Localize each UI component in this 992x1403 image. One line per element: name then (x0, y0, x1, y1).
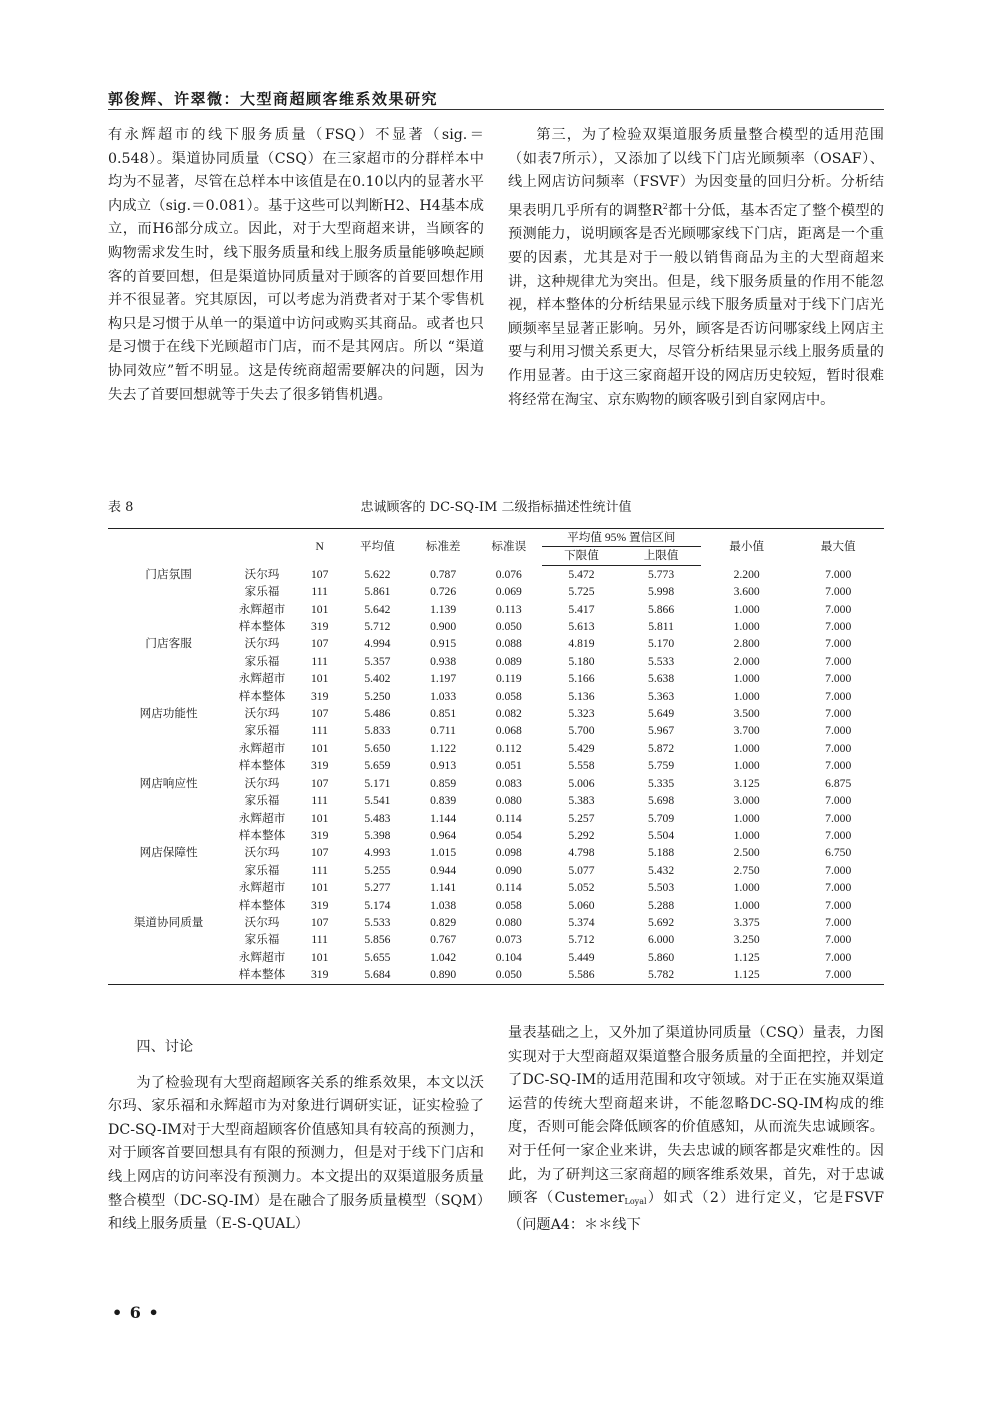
cell-ci-low: 5.712 (568, 933, 595, 947)
cell-min: 1.000 (733, 672, 760, 686)
header-ci-high: 上限值 (621, 547, 701, 565)
cell-ci-high: 5.504 (648, 828, 675, 842)
table-row (108, 844, 884, 861)
cell-sd: 0.964 (430, 828, 457, 842)
cell-se: 0.089 (495, 654, 522, 668)
cell-ci-low: 5.429 (568, 741, 595, 755)
cell-max: 7.000 (792, 966, 884, 984)
cell-max: 7.000 (825, 881, 852, 895)
header-se: 标准误 (476, 529, 542, 566)
cell-max: 7.000 (825, 585, 852, 599)
superscript: 2 (662, 201, 668, 211)
cell-sd: 0.944 (430, 863, 457, 877)
cell-se: 0.088 (495, 637, 522, 651)
cell-max: 7.000 (825, 637, 852, 651)
cell-store: 永辉超市 (238, 672, 286, 686)
table-row (108, 879, 884, 896)
header-dimension (108, 529, 229, 566)
cell-mean: 5.684 (345, 966, 411, 984)
cell-ci-low: 5.060 (568, 898, 595, 912)
cell-ci-high: 5.998 (648, 585, 675, 599)
cell-min: 1.000 (733, 828, 760, 842)
cell-ci-low: 5.417 (568, 602, 595, 616)
cell-min: 2.800 (733, 637, 760, 651)
cell-min: 3.375 (733, 915, 760, 929)
cell-sd: 1.042 (430, 950, 457, 964)
cell-ci-high: 5.773 (648, 567, 675, 581)
cell-ci-high: 5.288 (648, 898, 675, 912)
cell-se: 0.069 (495, 585, 522, 599)
cell-store: 沃尔玛 (244, 637, 280, 651)
cell-ci-high: 5.811 (648, 620, 674, 634)
cell-sd: 0.787 (430, 567, 457, 581)
cell-ci-low: 5.449 (568, 950, 595, 964)
cell-max: 7.000 (825, 689, 852, 703)
cell-ci-low: 5.323 (568, 707, 595, 721)
cell-sd: 0.900 (430, 620, 457, 634)
cell-store: 样本整体 (229, 966, 295, 984)
table-row (108, 827, 884, 844)
cell-ci-low: 5.077 (568, 863, 595, 877)
table-row (108, 618, 884, 635)
cell-dimension (108, 966, 229, 984)
cell-se: 0.050 (495, 620, 522, 634)
cell-min: 1.000 (733, 620, 760, 634)
subscript: Loyal (624, 1197, 647, 1207)
cell-ci-high: 5.363 (648, 689, 675, 703)
cell-ci-low: 5.292 (568, 828, 595, 842)
cell-mean: 5.659 (364, 759, 391, 773)
table-row (108, 775, 884, 792)
cell-max: 7.000 (825, 672, 852, 686)
cell-n: 101 (310, 741, 329, 755)
cell-ci-high: 5.649 (648, 707, 675, 721)
cell-store: 样本整体 (238, 759, 286, 773)
cell-dimension: 网店功能性 (139, 707, 198, 721)
cell-se: 0.082 (495, 707, 522, 721)
cell-ci-high: 5.866 (648, 602, 675, 616)
cell-n: 107 (310, 776, 329, 790)
cell-mean: 5.171 (364, 776, 391, 790)
cell-mean: 5.250 (364, 689, 391, 703)
cell-ci-high: 5.759 (648, 759, 675, 773)
cell-max: 7.000 (825, 811, 852, 825)
table-row (108, 792, 884, 809)
cell-store: 样本整体 (238, 898, 286, 912)
bottom-left-column (108, 1036, 484, 1237)
cell-store: 家乐福 (244, 794, 280, 808)
cell-n: 107 (310, 567, 329, 581)
cell-se: 0.114 (495, 811, 522, 825)
cell-store: 沃尔玛 (244, 915, 280, 929)
cell-mean: 5.642 (364, 602, 391, 616)
cell-mean: 5.398 (364, 828, 391, 842)
cell-mean: 5.533 (364, 915, 391, 929)
cell-mean: 5.483 (364, 811, 391, 825)
cell-min: 1.125 (733, 950, 760, 964)
cell-mean: 4.993 (364, 846, 391, 860)
cell-min: 1.000 (733, 759, 760, 773)
cell-ci-high: 5.692 (648, 915, 675, 929)
cell-dimension (108, 722, 229, 739)
table-row (108, 810, 884, 827)
cell-mean: 4.994 (364, 637, 391, 651)
cell-min: 3.250 (733, 933, 760, 947)
cell-dimension (108, 897, 229, 914)
table-row (108, 688, 884, 705)
cell-mean: 5.655 (364, 950, 391, 964)
cell-sd: 1.144 (430, 811, 457, 825)
cell-se: 0.058 (495, 689, 522, 703)
table-row (108, 757, 884, 774)
cell-n: 101 (310, 672, 329, 686)
cell-store: 家乐福 (244, 654, 280, 668)
cell-n: 111 (311, 863, 328, 877)
cell-sd: 0.726 (430, 585, 457, 599)
cell-sd: 0.938 (430, 654, 457, 668)
cell-max: 6.750 (825, 846, 852, 860)
section-heading: 四、讨论 (136, 1039, 194, 1055)
cell-mean: 5.402 (364, 672, 391, 686)
cell-ci-low: 4.798 (568, 846, 595, 860)
cell-se: 0.114 (495, 881, 522, 895)
page-number: • 6 • (112, 1303, 160, 1322)
cell-ci-high: 5.503 (648, 881, 675, 895)
cell-max: 7.000 (825, 654, 852, 668)
cell-n: 319 (295, 966, 345, 984)
cell-min: 2.500 (733, 846, 760, 860)
cell-sd: 0.829 (430, 915, 457, 929)
cell-mean: 5.541 (364, 794, 391, 808)
cell-sd: 0.859 (430, 776, 457, 790)
cell-min: 1.000 (733, 602, 760, 616)
table-row (108, 722, 884, 739)
cell-ci-low: 5.374 (568, 915, 595, 929)
cell-sd: 1.141 (430, 881, 457, 895)
cell-store: 永辉超市 (238, 950, 286, 964)
cell-max: 7.000 (825, 741, 852, 755)
cell-mean: 5.174 (364, 898, 391, 912)
cell-sd: 1.033 (430, 689, 457, 703)
paragraph-text: 量表基础之上，又外加了渠道协同质量（CSQ）量表，力图实现对于大型商超双渠道整合服务质量的全面把控，并划定了DC-SQ-IM的适用范围和攻守领域。对于正在实施双渠道运营的传统大型商超来讲，不能忽略DC-SQ-IM构成的维度，否则可能会降低顾客的价值感知，从而流失忠诚顾客。对于任何一家企业来讲，失去忠诚的顾客都是灾难性的。因此，为了研判这三家商超的顾客维系效果，首先，对于忠诚顾客（Custemer (508, 1025, 884, 1207)
cell-min: 1.000 (733, 811, 760, 825)
cell-ci-high: 5.335 (648, 776, 675, 790)
cell-n: 111 (311, 794, 328, 808)
cell-max: 7.000 (825, 915, 852, 929)
cell-min: 3.000 (733, 794, 760, 808)
cell-sd: 0.851 (430, 707, 457, 721)
body-paragraph: 有永辉超市的线下服务质量（FSQ）不显著（sig.＝0.548）。渠道协同质量（CSQ）在三家超市的分群样本中均为不显著，尽管在总样本中该值是在0.10以内的显著水平内成立（sig.＝0.081）。基于这些可以判断H2、H4基本成立，而H6部分成立。因此，对于大型商超来讲，当顾客的购物需求发生时，线下服务质量和线上服务质量能够唤起顾客的首要回想，但是渠道协同质量对于顾客的首要回想作用并不很显著。究其原因，可以考虑为消费者对于某个零售机构只是习惯于从单一的渠道中访问或购买其商品。或者也只是习惯于在线下光顾超市门店，而不是其网店。所以 “渠道协同效应”暂不明显。这是传统商超需要解决的问题，因为失去了首要回想就等于失去了很多销售机遇。 (108, 127, 484, 403)
cell-n: 107 (310, 846, 329, 860)
body-paragraph: 为了检验现有大型商超顾客关系的维系效果，本文以沃尔玛、家乐福和永辉超市为对象进行调研实证，证实检验了DC-SQ-IM对于大型商超顾客价值感知具有较高的预测力，对于顾客首要回想具有有限的预测力，但是对于线下门店和线上网店的访问率没有预测力。本文提出的双渠道服务质量整合模型（DC-SQ-IM）是在融合了服务质量模型（SQM）和线上服务质量（E-S-QUAL） (108, 1074, 484, 1233)
cell-dimension (108, 827, 229, 844)
cell-se: 0.098 (495, 846, 522, 860)
cell-max: 7.000 (825, 707, 852, 721)
cell-mean: 5.712 (364, 620, 391, 634)
cell-mean: 5.856 (364, 933, 391, 947)
cell-min: 1.000 (733, 881, 760, 895)
cell-se: 0.051 (495, 759, 522, 773)
cell-store: 永辉超市 (238, 602, 286, 616)
cell-dimension: 门店客服 (145, 637, 192, 651)
header-sd: 标准差 (410, 529, 476, 566)
cell-se: 0.113 (495, 602, 522, 616)
cell-min: 3.600 (733, 585, 760, 599)
cell-max: 7.000 (825, 828, 852, 842)
cell-ci-high: 5.872 (648, 741, 675, 755)
cell-ci-high: 5.698 (648, 794, 675, 808)
cell-n: 319 (310, 828, 329, 842)
header-ci-low: 下限值 (542, 547, 622, 565)
cell-min: 3.500 (733, 707, 760, 721)
cell-max: 7.000 (825, 933, 852, 947)
cell-mean: 5.833 (364, 724, 391, 738)
cell-dimension (108, 653, 229, 670)
cell-store: 沃尔玛 (244, 776, 280, 790)
cell-dimension (108, 931, 229, 948)
body-paragraph (508, 124, 884, 412)
cell-min: 2.200 (733, 567, 760, 581)
cell-se: 0.112 (495, 741, 522, 755)
header-ci: 平均值 95% 置信区间 (542, 529, 701, 547)
cell-mean: 5.650 (364, 741, 391, 755)
cell-se: 0.068 (495, 724, 522, 738)
cell-n: 101 (310, 950, 329, 964)
cell-dimension (108, 862, 229, 879)
header-rule (108, 109, 884, 110)
header-max: 最大值 (792, 529, 884, 566)
cell-dimension (108, 740, 229, 757)
cell-ci-high: 5.533 (648, 654, 675, 668)
table-row (108, 862, 884, 879)
table-row (108, 914, 884, 931)
cell-mean: 5.277 (364, 881, 391, 895)
cell-dimension (108, 949, 229, 966)
cell-ci-low: 5.613 (568, 620, 595, 634)
cell-max: 7.000 (825, 759, 852, 773)
cell-sd: 1.015 (430, 846, 457, 860)
body-paragraph (508, 1022, 884, 1237)
cell-ci-low: 5.006 (568, 776, 595, 790)
cell-store: 沃尔玛 (244, 707, 280, 721)
cell-ci-low: 4.819 (568, 637, 595, 651)
descriptive-stats-table (108, 528, 884, 985)
table-row (108, 565, 884, 583)
cell-ci-high: 5.709 (648, 811, 675, 825)
paragraph-text: ）如式（2）进行定义，它是FSVF（问题A4：＊＊线下 (508, 1190, 884, 1233)
header-min: 最小值 (701, 529, 793, 566)
cell-dimension: 门店氛围 (145, 567, 192, 581)
cell-store: 样本整体 (238, 828, 286, 842)
bottom-right-column (508, 1022, 884, 1237)
cell-mean: 5.861 (364, 585, 391, 599)
cell-n: 111 (311, 654, 328, 668)
cell-se: 0.073 (495, 933, 522, 947)
header-mean: 平均值 (345, 529, 411, 566)
cell-ci-high: 5.967 (648, 724, 675, 738)
cell-max: 7.000 (825, 567, 852, 581)
table-row (108, 601, 884, 618)
cell-n: 101 (310, 811, 329, 825)
cell-dimension (108, 757, 229, 774)
cell-store: 永辉超市 (238, 881, 286, 895)
cell-max: 7.000 (825, 863, 852, 877)
cell-n: 111 (311, 724, 328, 738)
cell-max: 7.000 (825, 724, 852, 738)
cell-n: 319 (310, 620, 329, 634)
cell-se: 0.090 (495, 863, 522, 877)
cell-ci-low: 5.180 (568, 654, 595, 668)
cell-min: 3.125 (733, 776, 760, 790)
cell-n: 107 (310, 915, 329, 929)
running-head: 郭俊辉、许翠微：大型商超顾客维系效果研究 (108, 90, 439, 108)
cell-ci-low: 5.136 (568, 689, 595, 703)
cell-max: 7.000 (825, 898, 852, 912)
cell-min: 1.125 (701, 966, 793, 984)
cell-mean: 5.357 (364, 654, 391, 668)
cell-se: 0.058 (495, 898, 522, 912)
cell-dimension (108, 583, 229, 600)
cell-ci-high: 6.000 (648, 933, 675, 947)
table-row (108, 583, 884, 600)
cell-sd: 0.913 (430, 759, 457, 773)
header-n: N (295, 529, 345, 566)
cell-se: 0.050 (476, 966, 542, 984)
cell-min: 3.700 (733, 724, 760, 738)
cell-min: 2.000 (733, 654, 760, 668)
cell-store: 永辉超市 (238, 811, 286, 825)
table-row (108, 966, 884, 984)
cell-n: 319 (310, 689, 329, 703)
cell-ci-low: 5.725 (568, 585, 595, 599)
table-row (108, 949, 884, 966)
table-row (108, 705, 884, 722)
cell-sd: 1.139 (430, 602, 457, 616)
cell-min: 1.000 (733, 898, 760, 912)
cell-max: 7.000 (825, 602, 852, 616)
table-row (108, 740, 884, 757)
cell-n: 107 (310, 707, 329, 721)
cell-mean: 5.622 (364, 567, 391, 581)
paragraph-text: 第三，为了检验双渠道服务质量整合模型的适用范围（如表7所示），又添加了以线下门店光顾频率（OSAF）、线上网店访问频率（FSVF）为因变量的回归分析。分析结果表明几乎所有的调整R (508, 127, 884, 219)
cell-n: 111 (311, 585, 328, 599)
cell-dimension: 网店保障性 (139, 846, 198, 860)
cell-ci-high: 5.170 (648, 637, 675, 651)
cell-se: 0.054 (495, 828, 522, 842)
cell-sd: 0.890 (410, 966, 476, 984)
cell-sd: 1.122 (430, 741, 457, 755)
cell-ci-low: 5.700 (568, 724, 595, 738)
cell-sd: 0.711 (430, 724, 456, 738)
cell-max: 6.875 (825, 776, 852, 790)
cell-sd: 0.767 (430, 933, 457, 947)
cell-ci-low: 5.383 (568, 794, 595, 808)
cell-se: 0.076 (495, 567, 522, 581)
cell-dimension: 渠道协同质量 (133, 915, 204, 929)
cell-ci-low: 5.472 (568, 567, 595, 581)
cell-ci-low: 5.052 (568, 881, 595, 895)
top-right-column (508, 124, 884, 412)
cell-n: 101 (310, 881, 329, 895)
cell-dimension: 网店响应性 (139, 776, 198, 790)
cell-dimension (108, 618, 229, 635)
cell-mean: 5.486 (364, 707, 391, 721)
cell-ci-low: 5.166 (568, 672, 595, 686)
cell-ci-low: 5.257 (568, 811, 595, 825)
cell-mean: 5.255 (364, 863, 391, 877)
cell-max: 7.000 (825, 950, 852, 964)
cell-dimension (108, 670, 229, 687)
cell-sd: 1.038 (430, 898, 457, 912)
cell-min: 1.000 (733, 741, 760, 755)
cell-dimension (108, 879, 229, 896)
cell-store: 家乐福 (244, 724, 280, 738)
cell-store: 永辉超市 (238, 741, 286, 755)
cell-n: 101 (310, 602, 329, 616)
cell-dimension (108, 688, 229, 705)
table-body (108, 565, 884, 984)
cell-ci-high: 5.188 (648, 846, 675, 860)
table-number: 表 8 (108, 500, 134, 515)
table-row (108, 635, 884, 652)
cell-sd: 0.915 (430, 637, 457, 651)
cell-ci-high: 5.638 (648, 672, 675, 686)
cell-dimension (108, 792, 229, 809)
cell-min: 1.000 (733, 689, 760, 703)
cell-se: 0.080 (495, 794, 522, 808)
table-row (108, 670, 884, 687)
cell-ci-high: 5.432 (648, 863, 675, 877)
cell-ci-low: 5.586 (542, 966, 622, 984)
cell-dimension (108, 601, 229, 618)
cell-n: 319 (310, 898, 329, 912)
cell-dimension (108, 810, 229, 827)
cell-ci-low: 5.558 (568, 759, 595, 773)
cell-sd: 0.839 (430, 794, 457, 808)
cell-store: 家乐福 (244, 585, 280, 599)
cell-store: 样本整体 (238, 689, 286, 703)
top-left-column (108, 124, 484, 407)
paragraph-text: 都十分低，基本否定了整个模型的预测能力，说明顾客是否光顾哪家线下门店，距离是一个重要的因素，尤其是对于一般以销售商品为主的大型商超来讲，这种规律尤为突出。但是，线下服务质量的作用不能忽视，样本整体的分析结果显示线下服务质量对于线下门店光顾频率呈显著正影响。另外，顾客是否访问哪家线上网店主要与利用习惯关系更大，尽管分析结果显示线上服务质量的作用显著。由于这三家商超开设的网店历史较短，暂时很难将经常在淘宝、京东购物的顾客吸引到自家网店中。 (508, 202, 884, 408)
table-row (108, 653, 884, 670)
header-store (229, 529, 295, 566)
cell-n: 107 (310, 637, 329, 651)
table-title: 忠诚顾客的 DC-SQ-IM 二级指标描述性统计值 (360, 500, 632, 515)
cell-min: 2.750 (733, 863, 760, 877)
cell-se: 0.104 (495, 950, 522, 964)
table-row (108, 931, 884, 948)
cell-se: 0.083 (495, 776, 522, 790)
cell-se: 0.119 (495, 672, 522, 686)
cell-max: 7.000 (825, 794, 852, 808)
cell-se: 0.080 (495, 915, 522, 929)
table-row (108, 897, 884, 914)
cell-store: 沃尔玛 (244, 846, 280, 860)
cell-n: 111 (311, 933, 328, 947)
cell-ci-high: 5.782 (621, 966, 701, 984)
cell-sd: 1.197 (430, 672, 457, 686)
cell-store: 沃尔玛 (244, 567, 280, 581)
cell-ci-high: 5.860 (648, 950, 675, 964)
cell-max: 7.000 (825, 620, 852, 634)
cell-store: 家乐福 (244, 863, 280, 877)
cell-store: 家乐福 (244, 933, 280, 947)
cell-n: 319 (310, 759, 329, 773)
cell-store: 样本整体 (238, 620, 286, 634)
